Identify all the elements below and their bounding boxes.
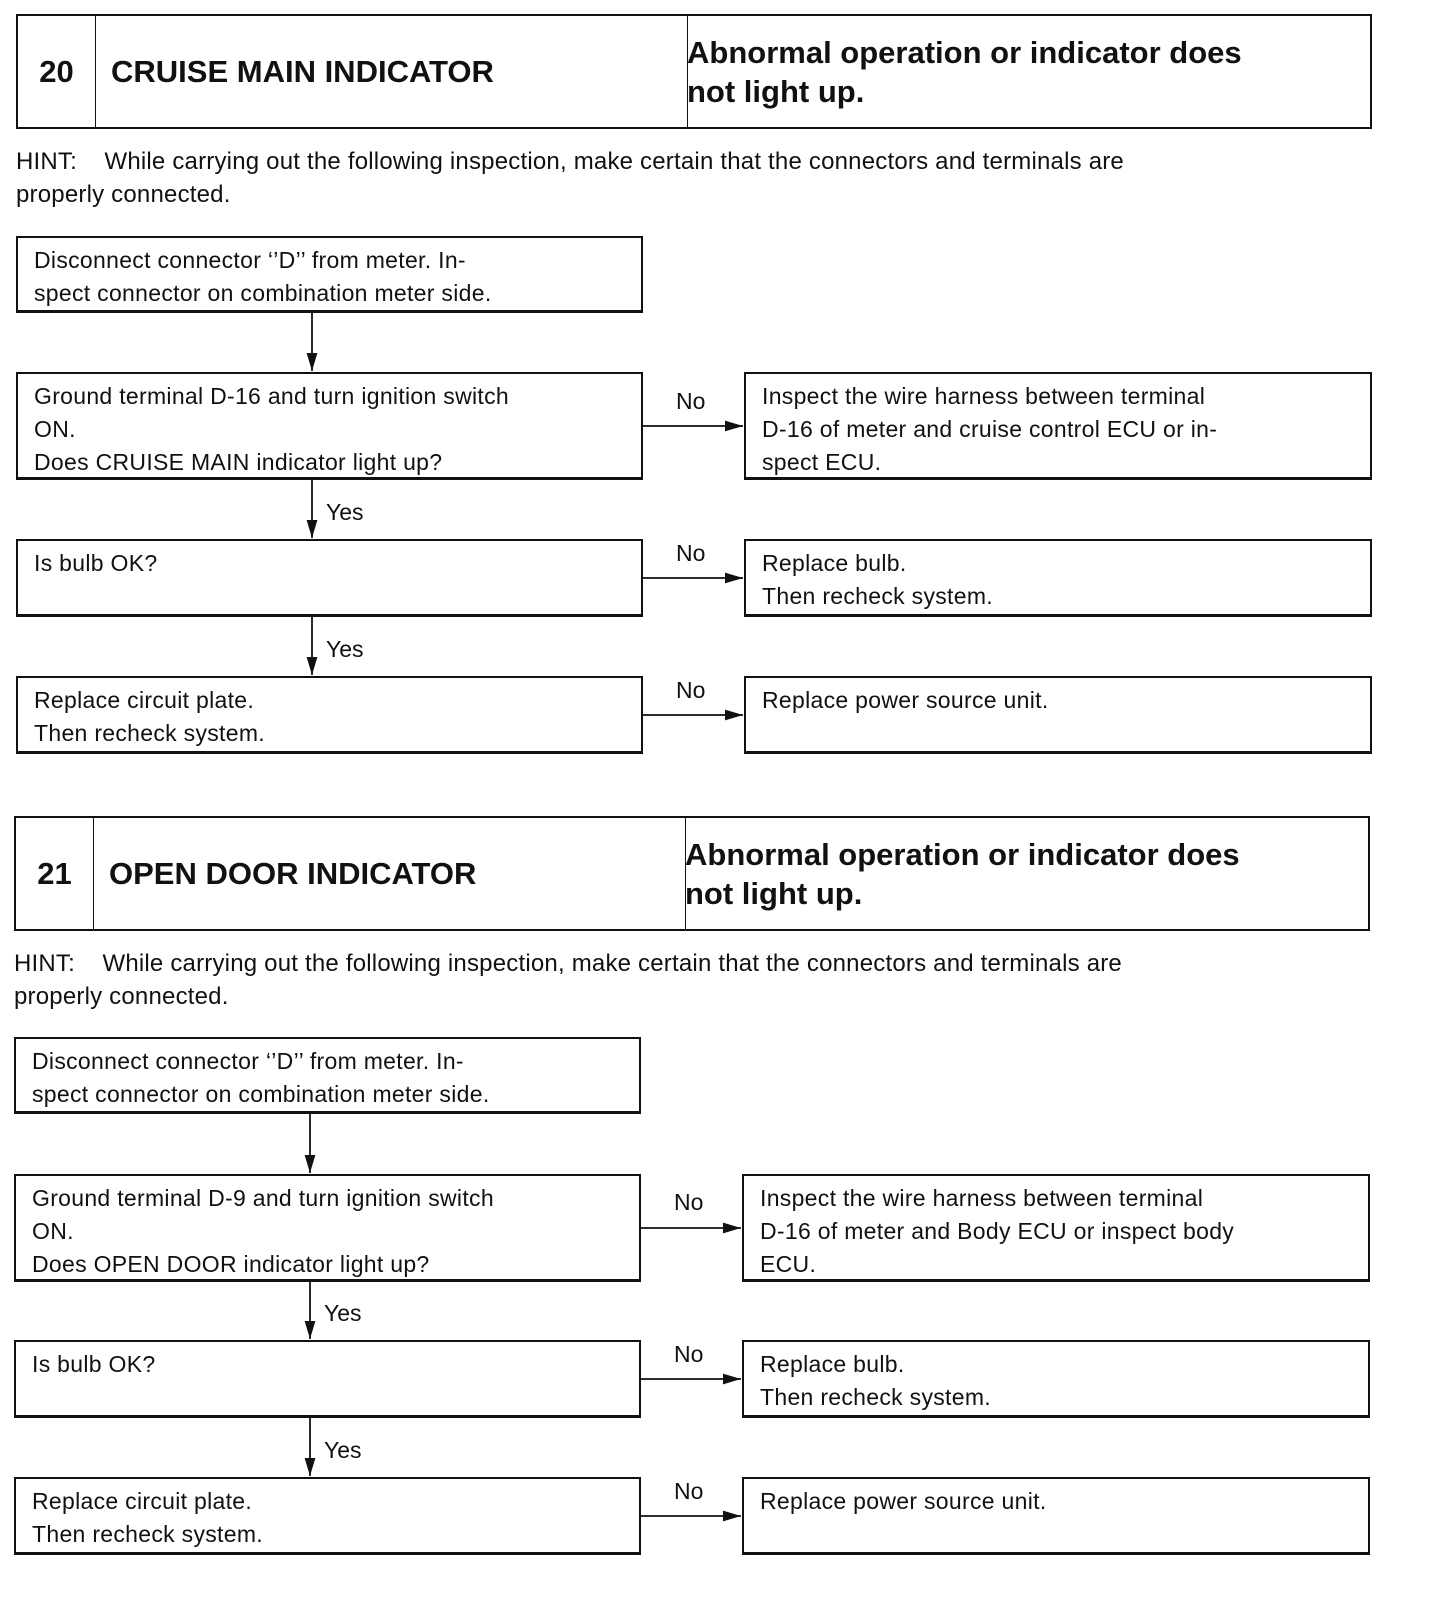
symptom-line: not light up. (685, 875, 863, 911)
step-text: Is bulb OK? (32, 1351, 156, 1377)
result-text: Then recheck system. (762, 583, 993, 609)
yes-label: Yes (324, 1300, 362, 1326)
yes-label: Yes (326, 636, 364, 662)
hint-line: properly connected. (14, 983, 229, 1010)
yes-label: Yes (326, 499, 364, 525)
step-text: Ground terminal D-9 and turn ignition switch (32, 1185, 494, 1211)
yes-label: Yes (324, 1437, 362, 1463)
no-label: No (674, 1478, 704, 1504)
result-text: Replace bulb. (760, 1351, 905, 1377)
result-text: Replace power source unit. (760, 1488, 1047, 1514)
symptom-line: Abnormal operation or indicator does (687, 34, 1242, 70)
result-text: D-16 of meter and Body ECU or inspect body (760, 1218, 1235, 1244)
result-text: Then recheck system. (760, 1384, 991, 1410)
step-text: Then recheck system. (32, 1521, 263, 1547)
result-text: Replace bulb. (762, 550, 907, 576)
no-label: No (676, 677, 706, 703)
hint-line: properly connected. (16, 181, 231, 208)
step-text: spect connector on combination meter side. (32, 1081, 490, 1107)
no-label: No (674, 1341, 704, 1367)
hint-line: HINT: While carrying out the following inspection, make certain that the connectors and terminals are (14, 950, 1122, 977)
no-label: No (674, 1189, 704, 1215)
section-number: 21 (16, 818, 94, 929)
step-text: Disconnect connector ‘’D’’ from meter. In- (32, 1048, 464, 1074)
result-text: Inspect the wire harness between terminal (760, 1185, 1204, 1211)
result-text: ECU. (760, 1251, 817, 1277)
result-text: spect ECU. (762, 449, 882, 475)
symptom-line: not light up. (687, 73, 865, 109)
step-text: Does CRUISE MAIN indicator light up? (34, 449, 443, 475)
no-label: No (676, 388, 706, 414)
step-text: Ground terminal D-16 and turn ignition switch (34, 383, 510, 409)
result-text: Replace power source unit. (762, 687, 1049, 713)
step-text: Replace circuit plate. (32, 1488, 253, 1514)
step-text: ON. (34, 416, 76, 442)
step-text: Does OPEN DOOR indicator light up? (32, 1251, 430, 1277)
step-text: Is bulb OK? (34, 550, 158, 576)
hint-line: HINT: While carrying out the following inspection, make certain that the connectors and terminals are (16, 148, 1124, 175)
section-number: 20 (18, 16, 96, 127)
step-text: spect connector on combination meter side. (34, 280, 492, 306)
step-text: Disconnect connector ‘’D’’ from meter. In- (34, 247, 466, 273)
result-text: Inspect the wire harness between terminal (762, 383, 1206, 409)
result-text: D-16 of meter and cruise control ECU or in- (762, 416, 1218, 442)
symptom-line: Abnormal operation or indicator does (685, 836, 1240, 872)
section-title: OPEN DOOR INDICATOR (93, 818, 686, 929)
no-label: No (676, 540, 706, 566)
step-text: Replace circuit plate. (34, 687, 255, 713)
step-text: Then recheck system. (34, 720, 265, 746)
step-text: ON. (32, 1218, 74, 1244)
section-title: CRUISE MAIN INDICATOR (95, 16, 688, 127)
